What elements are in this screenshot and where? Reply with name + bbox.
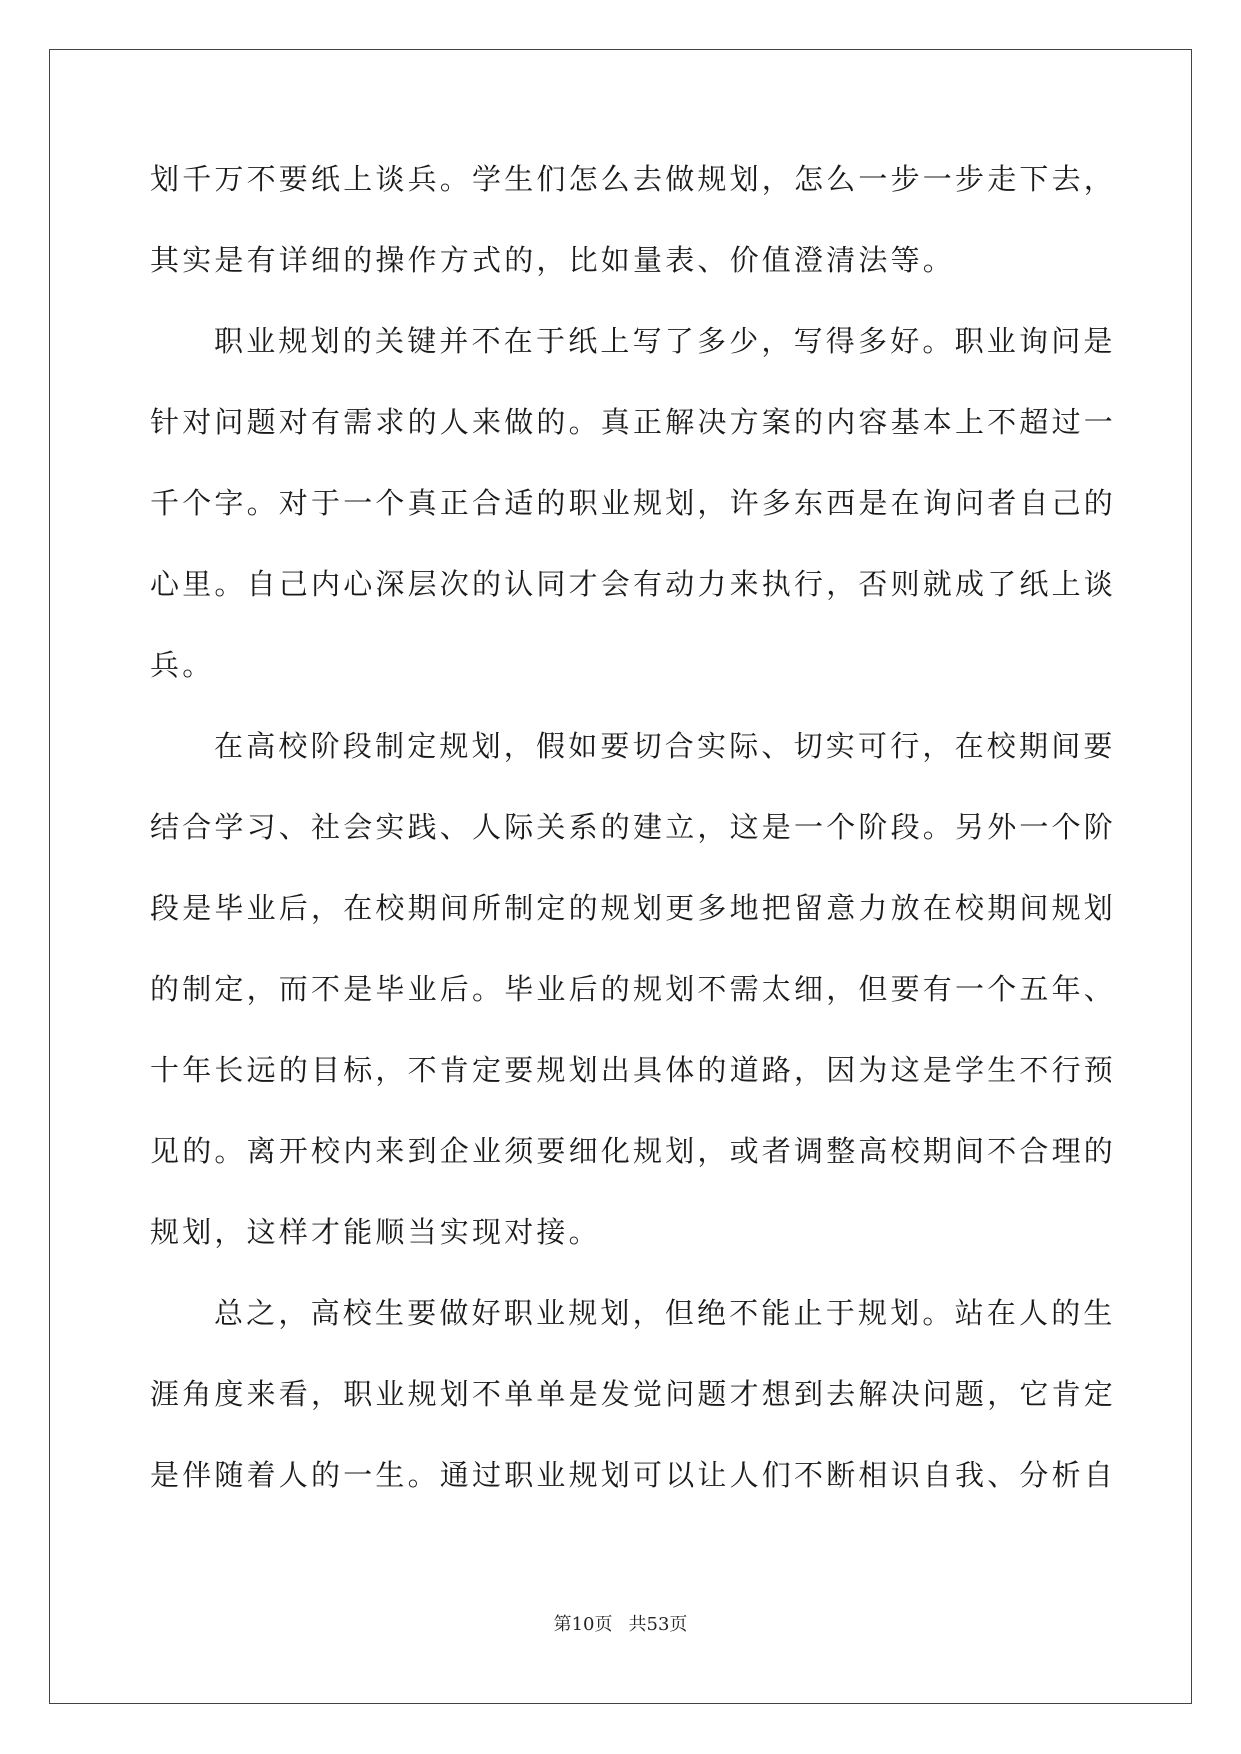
- text-line: 见的。离开校内来到企业须要细化规划，或者调整高校期间不合理的: [150, 1134, 1117, 1168]
- text-line: 划千万不要纸上谈兵。学生们怎么去做规划，怎么一步一步走下去，: [150, 162, 1117, 196]
- text-line: 其实是有详细的操作方式的，比如量表、价值澄清法等。: [150, 243, 956, 277]
- current-page-number: 第10页: [553, 1614, 613, 1635]
- document-body: [150, 158, 1117, 1535]
- text-line: 心里。自己内心深层次的认同才会有动力来执行，否则就成了纸上谈: [150, 567, 1117, 601]
- text-line: 兵。: [150, 648, 215, 682]
- text-line: 结合学习、社会实践、人际关系的建立，这是一个阶段。另外一个阶: [150, 810, 1117, 844]
- page-footer: [0, 1610, 1241, 1636]
- text-line: 在高校阶段制定规划，假如要切合实际、切实可行，在校期间要: [214, 729, 1116, 763]
- text-line: 段是毕业后，在校期间所制定的规划更多地把留意力放在校期间规划: [150, 891, 1117, 925]
- text-line: 职业规划的关键并不在于纸上写了多少，写得多好。职业询问是: [214, 324, 1116, 358]
- text-line: 的制定，而不是毕业后。毕业后的规划不需太细，但要有一个五年、: [150, 972, 1117, 1006]
- text-line: 规划，这样才能顺当实现对接。: [150, 1215, 601, 1249]
- total-pages: 共53页: [628, 1614, 688, 1635]
- text-line: 涯角度来看，职业规划不单单是发觉问题才想到去解决问题，它肯定: [150, 1377, 1117, 1411]
- text-line: 十年长远的目标，不肯定要规划出具体的道路，因为这是学生不行预: [150, 1053, 1117, 1087]
- text-line: 千个字。对于一个真正合适的职业规划，许多东西是在询问者自己的: [150, 486, 1117, 520]
- text-line: 是伴随着人的一生。通过职业规划可以让人们不断相识自我、分析自: [150, 1458, 1117, 1492]
- text-line: 针对问题对有需求的人来做的。真正解决方案的内容基本上不超过一: [150, 405, 1117, 439]
- text-line: 总之，高校生要做好职业规划，但绝不能止于规划。站在人的生: [214, 1296, 1116, 1330]
